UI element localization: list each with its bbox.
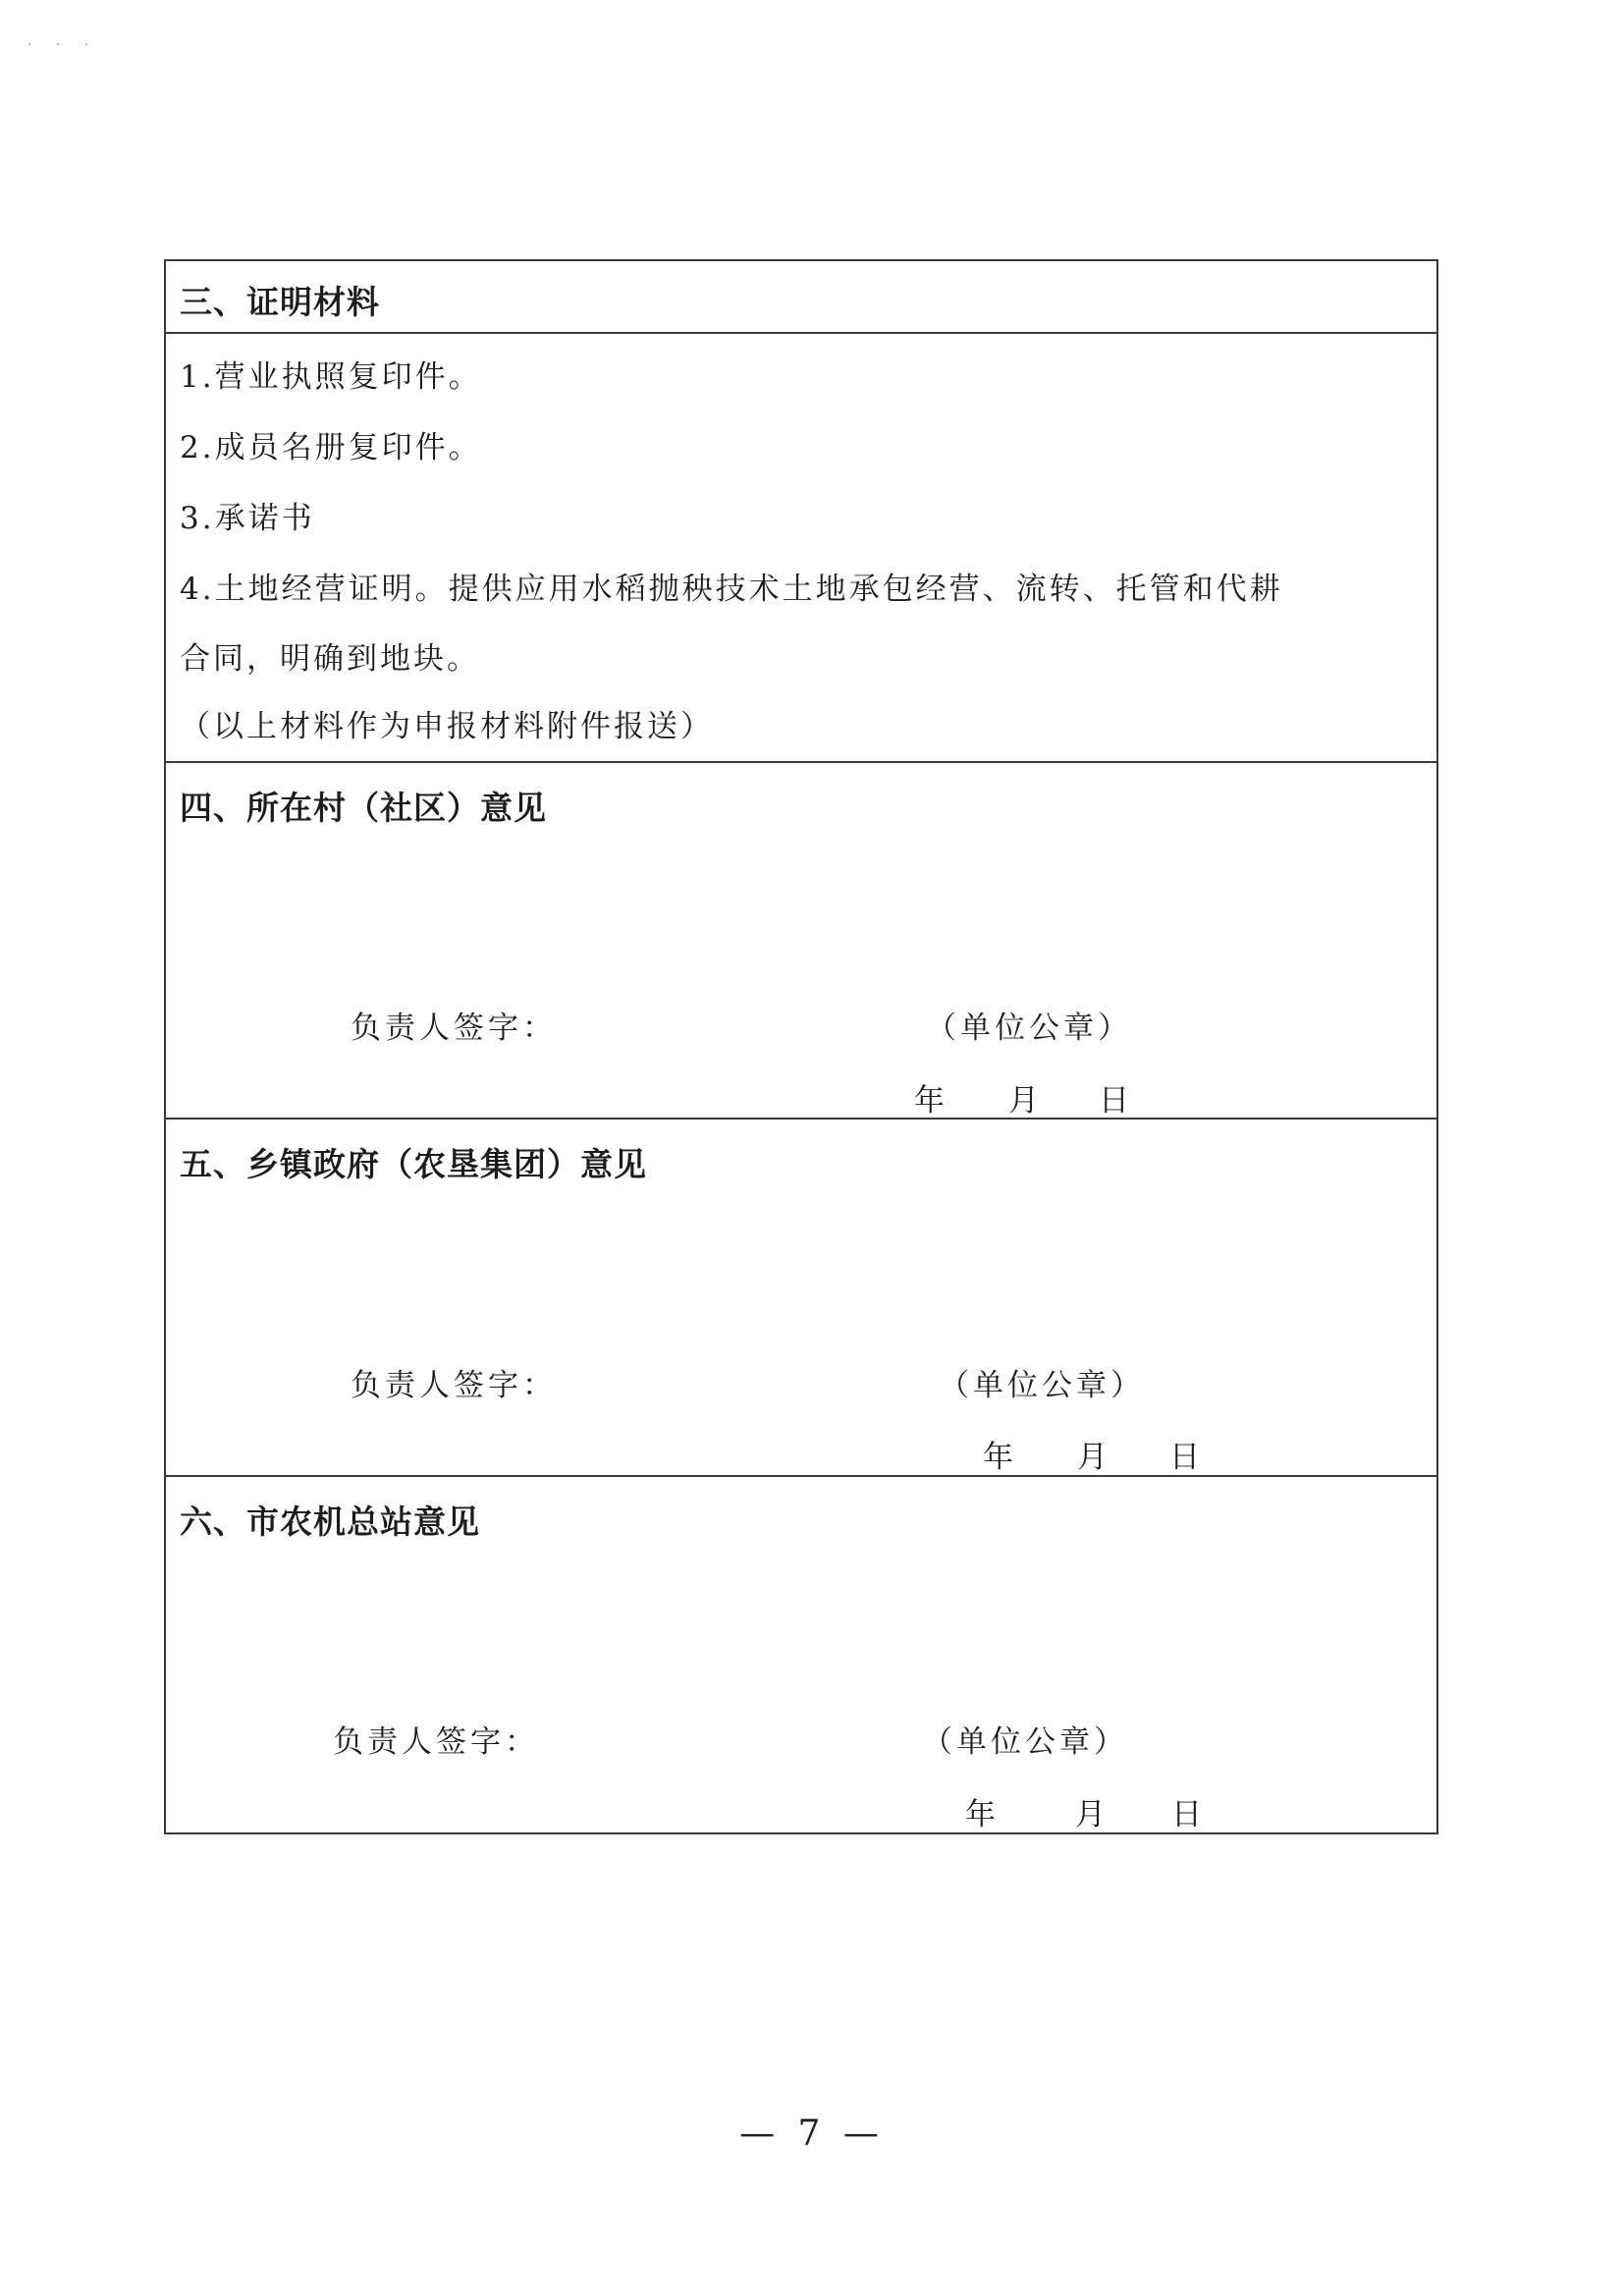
section3-header-row <box>166 261 1436 334</box>
date-month: 月 <box>1075 1797 1106 1832</box>
list-item: 4.土地经营证明。提供应用水稻抛秧技术土地承包经营、流转、托管和代耕 <box>180 572 1283 607</box>
signature-label: 负责人签字： <box>351 1368 557 1403</box>
section6-title: 六、市农机总站意见 <box>180 1503 480 1541</box>
page-number: — 7 — <box>739 2113 885 2154</box>
date-month: 月 <box>1008 1083 1039 1119</box>
materials-note: （以上材料作为申报材料附件报送） <box>180 709 714 744</box>
seal-label: （单位公章） <box>939 1368 1145 1403</box>
list-item: 2.成员名册复印件。 <box>180 430 482 465</box>
seal-label: （单位公章） <box>922 1724 1128 1760</box>
seal-label: （单位公章） <box>926 1011 1132 1046</box>
list-item: 3.承诺书 <box>180 501 315 536</box>
date-day: 日 <box>1169 1440 1200 1475</box>
section6-row <box>166 1477 1436 1832</box>
date-month: 月 <box>1077 1440 1108 1475</box>
list-item: 1.营业执照复印件。 <box>180 359 482 395</box>
section3-title: 三、证明材料 <box>180 283 380 321</box>
date-year: 年 <box>914 1083 945 1119</box>
list-item: 合同，明确到地块。 <box>180 641 480 677</box>
application-form-table <box>164 259 1438 1834</box>
signature-label: 负责人签字： <box>333 1724 539 1760</box>
date-year: 年 <box>965 1797 996 1832</box>
section3-content-row <box>166 334 1436 763</box>
section4-row <box>166 763 1436 1120</box>
signature-label: 负责人签字： <box>351 1011 557 1046</box>
date-day: 日 <box>1099 1083 1129 1119</box>
section5-title: 五、乡镇政府（农垦集团）意见 <box>180 1145 647 1183</box>
date-year: 年 <box>983 1440 1013 1475</box>
section5-row <box>166 1120 1436 1477</box>
date-day: 日 <box>1171 1797 1202 1832</box>
scan-artifact: · · · <box>27 37 99 53</box>
section4-title: 四、所在村（社区）意见 <box>180 789 547 827</box>
